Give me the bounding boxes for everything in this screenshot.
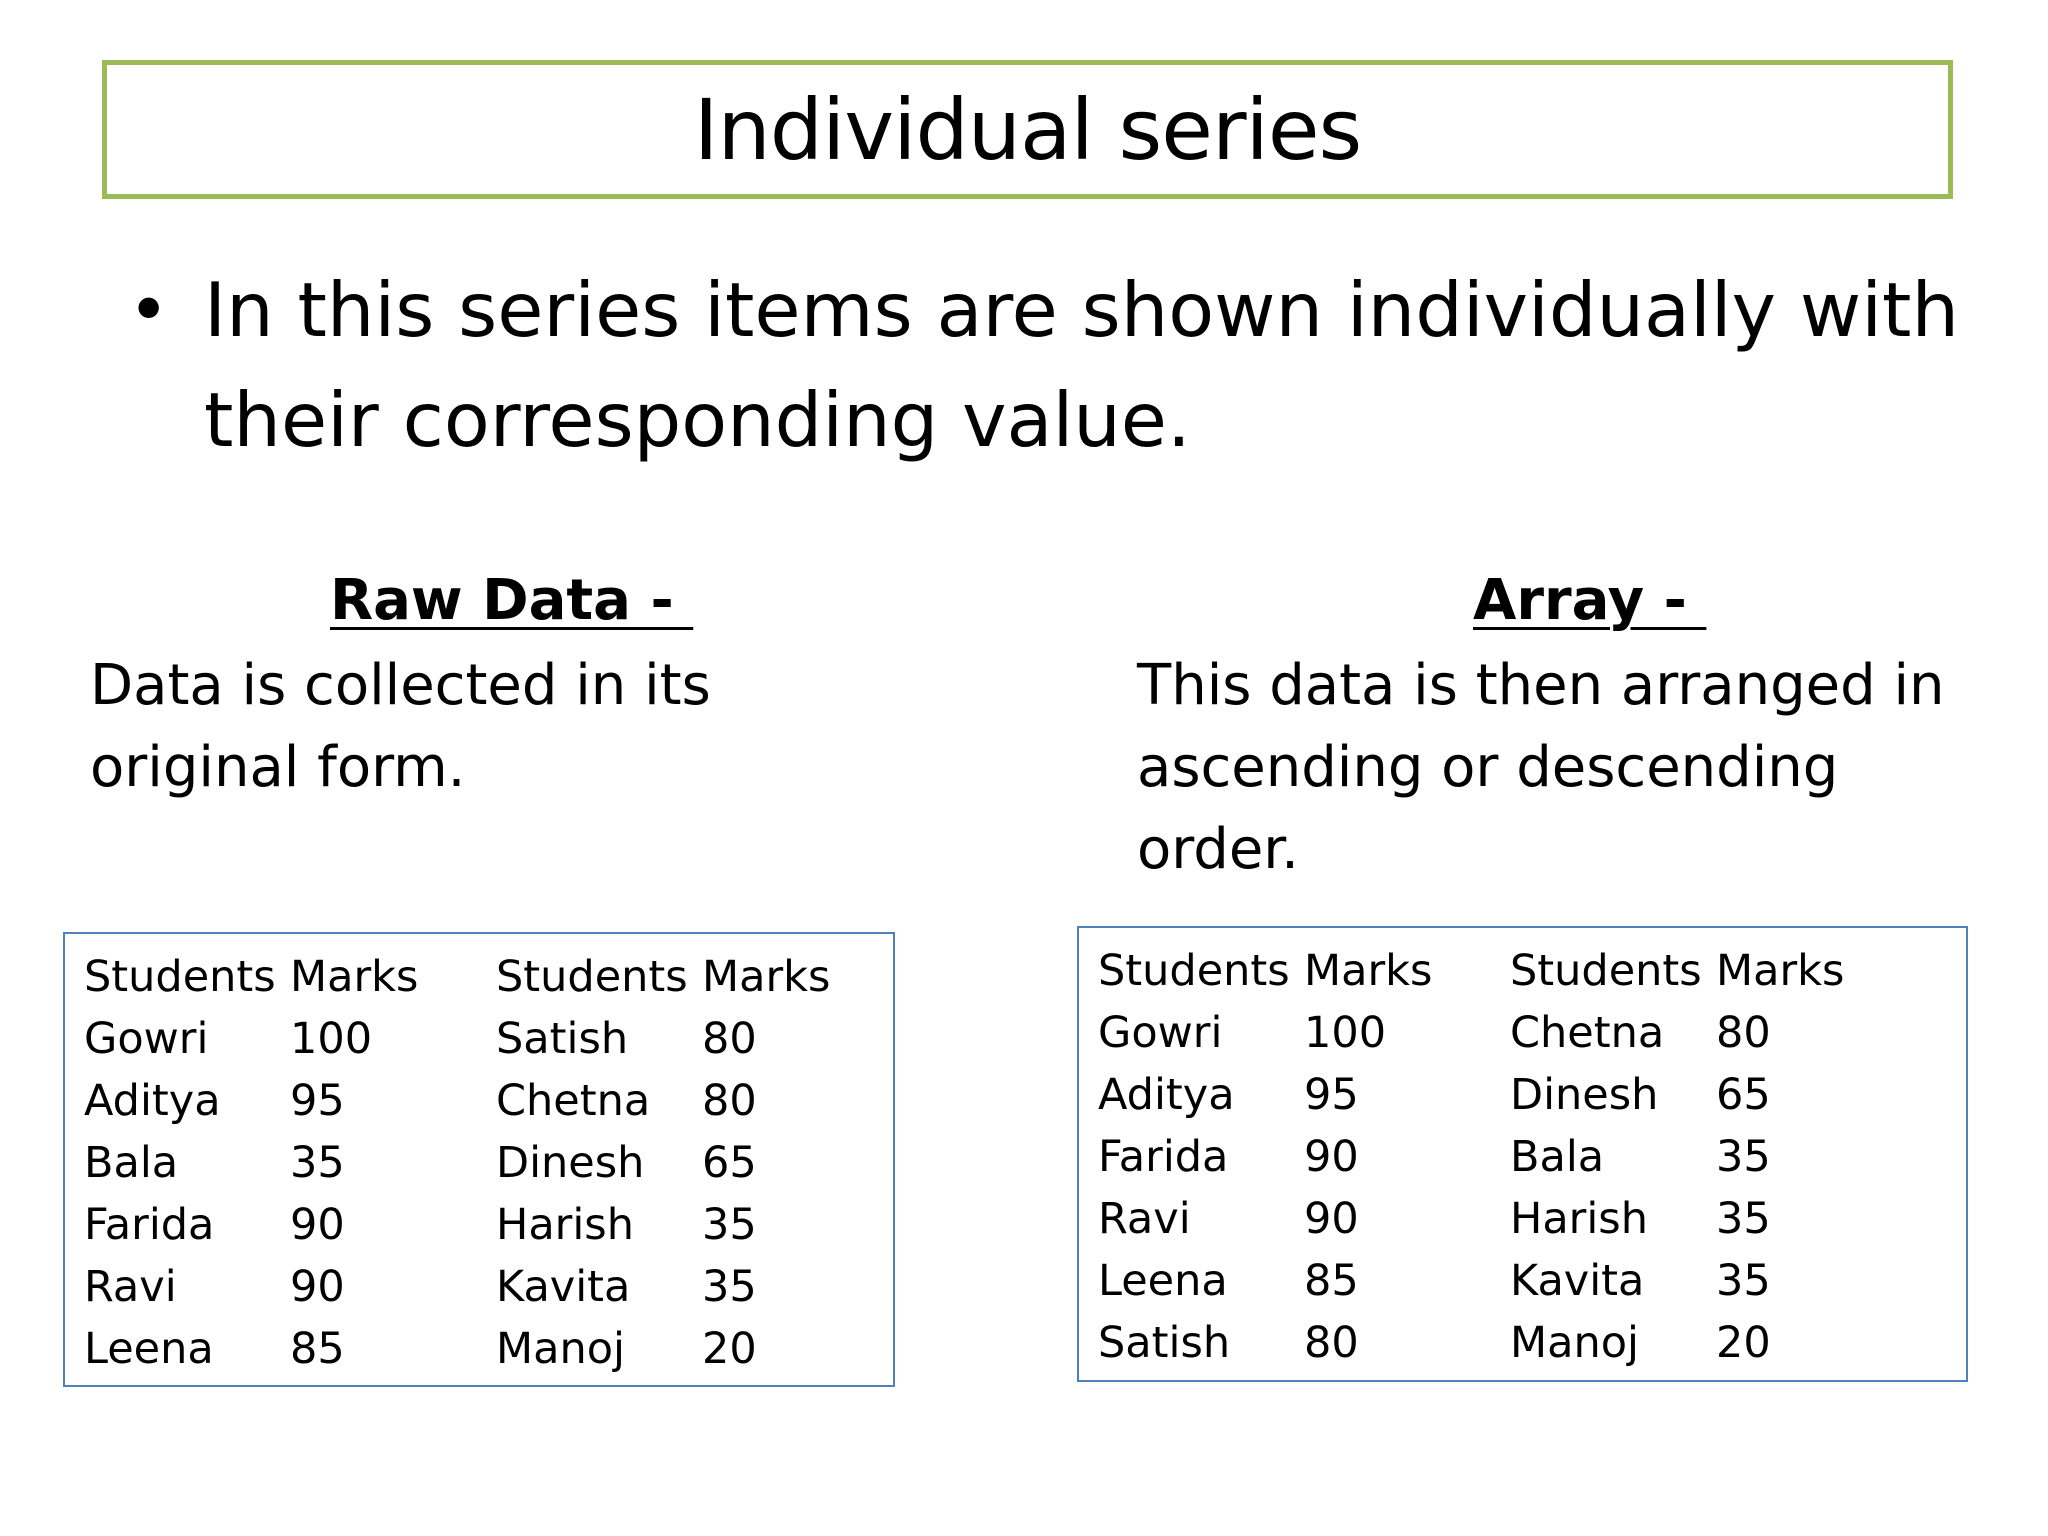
table-cell: Manoj <box>496 1324 625 1374</box>
table-cell: Chetna <box>496 1076 651 1126</box>
table-cell: 35 <box>1716 1194 1771 1244</box>
table-cell: 90 <box>290 1262 345 1312</box>
table-cell: 80 <box>702 1076 757 1126</box>
table-cell: 95 <box>1304 1070 1359 1120</box>
table-cell: 100 <box>1304 1008 1387 1058</box>
array-description <box>1137 645 1945 891</box>
array-heading: Array - <box>1473 568 1707 633</box>
table-header: Students <box>496 952 688 1002</box>
table-cell: 80 <box>1304 1318 1359 1368</box>
table-cell: 35 <box>702 1262 757 1312</box>
table-cell: Aditya <box>84 1076 221 1126</box>
table-cell: 65 <box>1716 1070 1771 1120</box>
table-cell: 80 <box>1716 1008 1771 1058</box>
table-cell: 90 <box>1304 1132 1359 1182</box>
array-table <box>1098 940 1866 1374</box>
table-cell: 35 <box>1716 1256 1771 1306</box>
table-header: Marks <box>702 952 831 1002</box>
bullet-marker: • <box>128 269 170 351</box>
array-desc-line-2: ascending or descending <box>1137 735 1839 800</box>
table-cell: Ravi <box>84 1262 177 1312</box>
table-cell: Manoj <box>1510 1318 1639 1368</box>
table-cell: Ravi <box>1098 1194 1191 1244</box>
table-cell: 80 <box>702 1014 757 1064</box>
table-cell: Harish <box>1510 1194 1648 1244</box>
table-cell: Kavita <box>1510 1256 1645 1306</box>
bullet-text <box>204 255 1994 475</box>
table-header: Students <box>1098 946 1290 996</box>
raw-data-heading: Raw Data - <box>330 568 694 633</box>
table-cell: 35 <box>702 1200 757 1250</box>
table-cell: 35 <box>1716 1132 1771 1182</box>
table-cell: 95 <box>290 1076 345 1126</box>
table-cell: 35 <box>290 1138 345 1188</box>
table-cell: Satish <box>496 1014 629 1064</box>
table-header: Students <box>1510 946 1702 996</box>
array-desc-line-3: order. <box>1137 817 1299 882</box>
table-cell: 85 <box>290 1324 345 1374</box>
table-cell: Satish <box>1098 1318 1231 1368</box>
table-cell: Bala <box>1510 1132 1605 1182</box>
slide-title: Individual series <box>693 80 1362 179</box>
table-cell: 85 <box>1304 1256 1359 1306</box>
table-cell: Leena <box>1098 1256 1228 1306</box>
array-table-box <box>1077 926 1968 1382</box>
table-cell: Gowri <box>84 1014 209 1064</box>
table-header: Marks <box>290 952 419 1002</box>
table-cell: Kavita <box>496 1262 631 1312</box>
table-cell: Chetna <box>1510 1008 1665 1058</box>
table-header: Marks <box>1716 946 1845 996</box>
table-cell: Harish <box>496 1200 634 1250</box>
array-desc-line-1: This data is then arranged in <box>1137 653 1945 718</box>
raw-data-desc-line-1: Data is collected in its <box>90 653 711 718</box>
raw-data-desc-line-2: original form. <box>90 735 466 800</box>
table-cell: Leena <box>84 1324 214 1374</box>
table-cell: 20 <box>702 1324 757 1374</box>
raw-data-table-box <box>63 932 895 1387</box>
table-cell: Aditya <box>1098 1070 1235 1120</box>
table-cell: Farida <box>84 1200 215 1250</box>
bullet-line-2: their corresponding value. <box>204 376 1191 464</box>
table-header: Marks <box>1304 946 1433 996</box>
bullet-line-1: In this series items are shown individually with <box>204 266 1959 354</box>
slide-title-box <box>102 60 1953 199</box>
table-cell: Bala <box>84 1138 179 1188</box>
table-cell: Dinesh <box>1510 1070 1659 1120</box>
raw-data-description <box>90 645 711 809</box>
table-cell: 90 <box>1304 1194 1359 1244</box>
table-cell: Dinesh <box>496 1138 645 1188</box>
table-cell: Farida <box>1098 1132 1229 1182</box>
table-cell: 90 <box>290 1200 345 1250</box>
table-cell: Gowri <box>1098 1008 1223 1058</box>
table-header: Students <box>84 952 276 1002</box>
table-cell: 100 <box>290 1014 373 1064</box>
table-cell: 65 <box>702 1138 757 1188</box>
table-cell: 20 <box>1716 1318 1771 1368</box>
raw-data-table <box>84 946 852 1380</box>
